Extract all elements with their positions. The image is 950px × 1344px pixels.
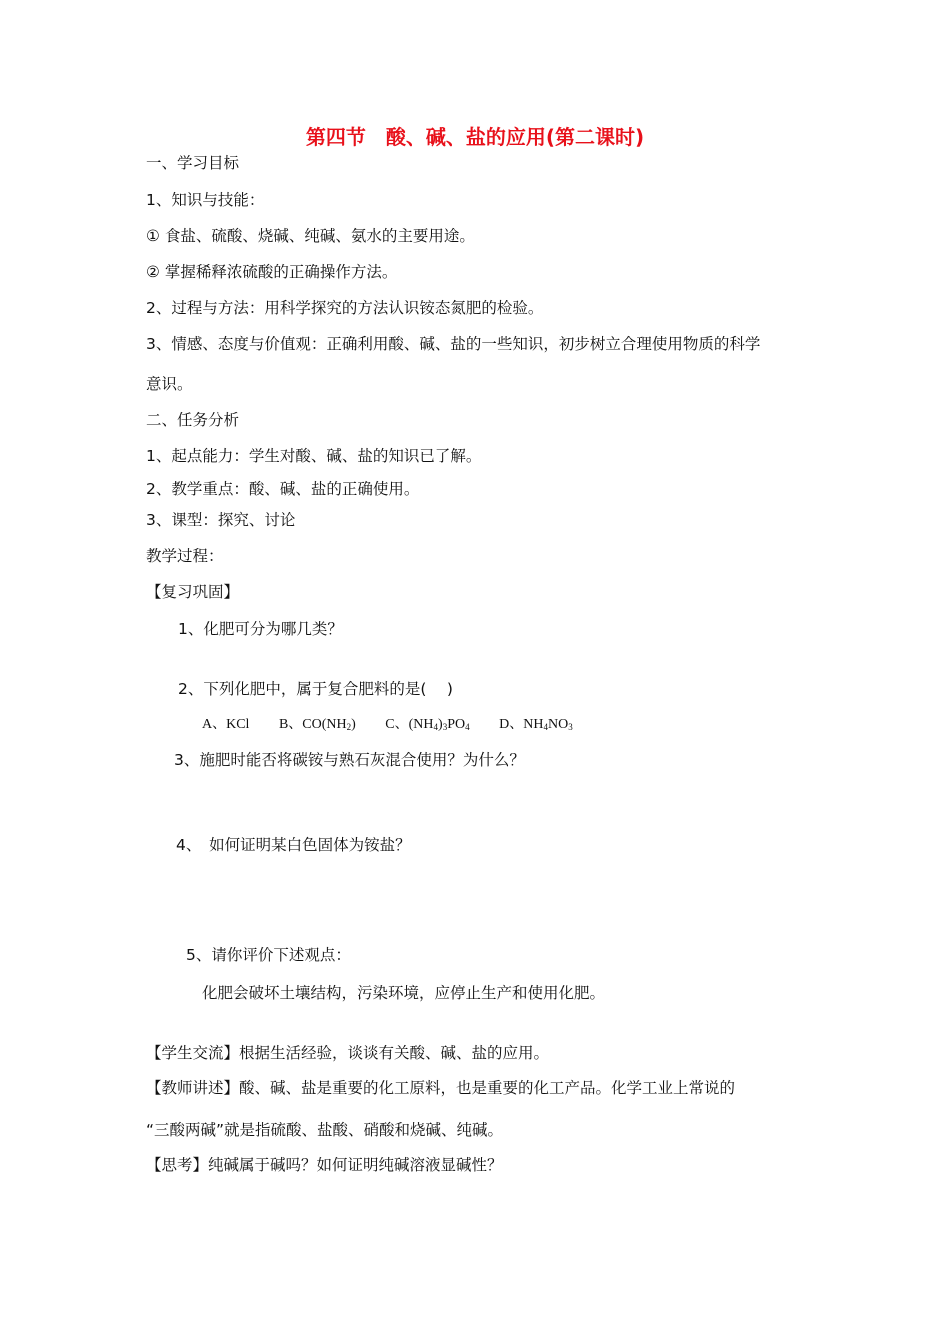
goal-attitude-line-1: 3、情感、态度与价值观：正确利用酸、碱、盐的一些知识，初步树立合理使用物质的科学 — [146, 335, 761, 353]
option-c: C、$(NH_4)_3PO_4$ — [385, 717, 470, 732]
section-heading-analysis: 二、任务分析 — [146, 411, 240, 429]
goal-process: 2、过程与方法：用科学探究的方法认识铵态氮肥的检验。 — [146, 299, 544, 317]
question-4: 4、 如何证明某白色固体为铵盐？ — [176, 836, 411, 854]
goal-knowledge-heading: 1、知识与技能： — [146, 191, 265, 209]
option-d: D、$NH_4NO_3$ — [499, 717, 573, 732]
goal-knowledge-item-1: ① 食盐、硫酸、烧碱、纯碱、氨水的主要用途。 — [146, 227, 475, 245]
question-5: 5、请你评价下述观点： — [186, 946, 351, 964]
teacher-explain-line-1: 【教师讲述】酸、碱、盐是重要的化工原料，也是重要的化工产品。化学工业上常说的 — [146, 1079, 736, 1097]
section-heading-goals: 一、学习目标 — [146, 154, 240, 172]
teacher-explain-line-2: “三酸两碱”就是指硫酸、盐酸、硝酸和烧碱、纯碱。 — [146, 1121, 504, 1139]
think-question: 【思考】纯碱属于碱吗？如何证明纯碱溶液显碱性？ — [146, 1156, 503, 1174]
option-b: B、$CO(NH_2)$ — [278, 717, 356, 732]
analysis-item-2: 2、教学重点：酸、碱、盐的正确使用。 — [146, 480, 420, 498]
question-1: 1、化肥可分为哪几类？ — [178, 620, 343, 638]
option-a: A、KCl — [202, 717, 250, 732]
process-heading: 教学过程： — [146, 547, 224, 565]
question-5-statement: 化肥会破坏土壤结构，污染环境，应停止生产和使用化肥。 — [202, 984, 606, 1002]
analysis-item-1: 1、起点能力：学生对酸、碱、盐的知识已了解。 — [146, 447, 482, 465]
review-heading: 【复习巩固】 — [146, 583, 240, 601]
goal-knowledge-item-2: ② 掌握稀释浓硫酸的正确操作方法。 — [146, 263, 398, 281]
question-2: 2、下列化肥中，属于复合肥料的是( ) — [178, 680, 453, 698]
student-exchange: 【学生交流】根据生活经验，谈谈有关酸、碱、盐的应用。 — [146, 1044, 550, 1062]
analysis-item-3: 3、课型：探究、讨论 — [146, 511, 296, 529]
question-2-options — [202, 715, 599, 737]
page-title: 第四节 酸、碱、盐的应用(第二课时) — [305, 125, 645, 149]
question-3: 3、施肥时能否将碳铵与熟石灰混合使用？为什么？ — [174, 751, 525, 769]
goal-attitude-line-2: 意识。 — [146, 375, 193, 393]
